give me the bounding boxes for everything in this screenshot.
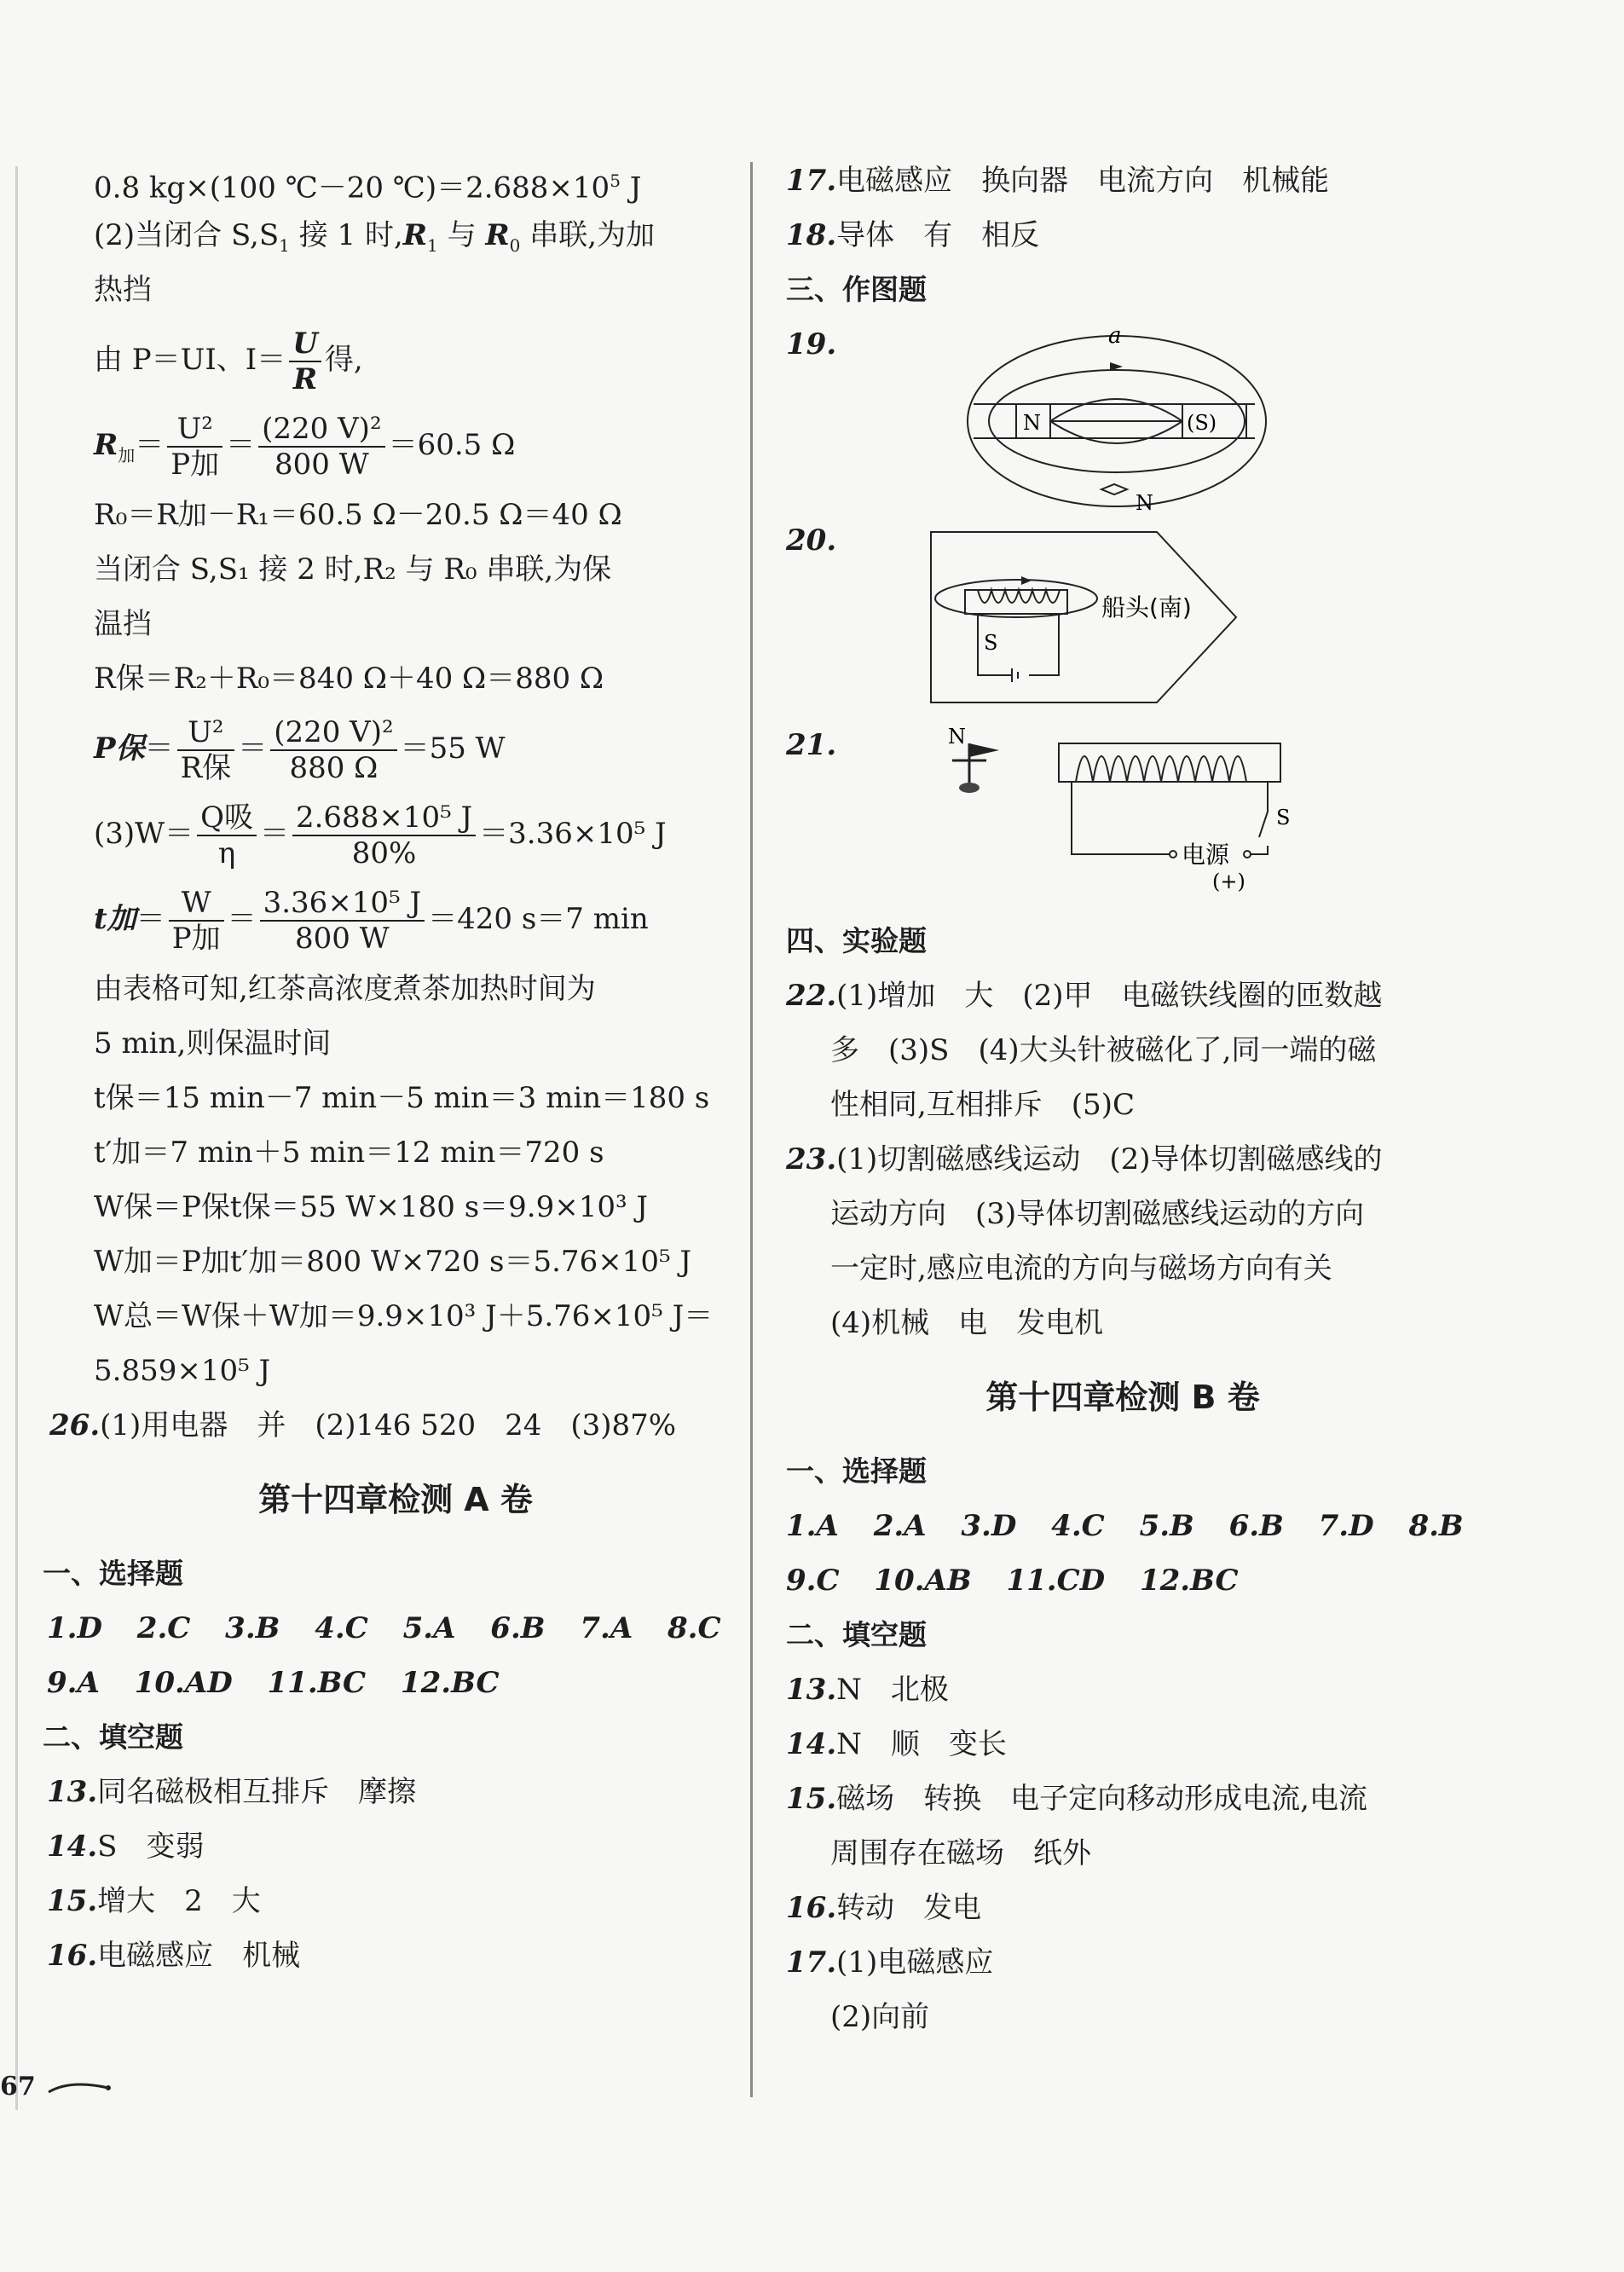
answer-23-cont: 一定时,感应电流的方向与磁场方向有关 [830, 1252, 1332, 1286]
calc-line: 温挡 [94, 607, 152, 641]
calc-line: (2)当闭合 $S,S_1$ 接 1 时$,R_1$ 与 $R_0$ 串联,为加 [94, 218, 656, 256]
label-a: a [1108, 323, 1122, 349]
answer-17: 17.电磁感应 换向器 电流方向 机械能 [786, 164, 1330, 198]
calc-line: 热挡 [94, 273, 152, 307]
label-plus: (+) [1212, 870, 1245, 893]
label-needle-n: N [948, 726, 966, 749]
calc-line: W保＝P保t保＝55 W×180 s＝9.9×10³ J [94, 1190, 649, 1224]
label-s-pole: (S) [1187, 411, 1217, 435]
choice-answer: 6.B [1228, 1509, 1284, 1543]
choice-answer: 6.B [490, 1611, 546, 1645]
page-number: 67 [0, 2072, 113, 2101]
label-bow-south: 船头(南) [1101, 593, 1192, 621]
answer-22: 22.(1)增加 大 (2)甲 电磁铁线圈的匝数越 [786, 979, 1383, 1013]
choice-row-b2 [786, 1553, 1459, 1608]
right-column [786, 153, 1464, 2044]
choice-answer: 10.AB [874, 1564, 972, 1598]
question-number: 19. [786, 327, 837, 361]
choice-answer: 3.D [961, 1509, 1017, 1543]
answer-23-cont: (4)机械 电 发电机 [830, 1306, 1104, 1340]
fill-answer: 16.转动 发电 [786, 1891, 982, 1925]
fill-answer: 16.电磁感应 机械 [47, 1939, 301, 1973]
fill-answer: 13.N 北极 [786, 1673, 949, 1707]
answer-22-cont: 多 (3)S (4)大头针被磁化了,同一端的磁 [830, 1033, 1377, 1067]
label-power: 电源 [1182, 841, 1230, 869]
section-choice-a: 一、选择题 [43, 1557, 183, 1590]
fill-answer-cont: (2)向前 [830, 2000, 930, 2034]
question-number: 20. [786, 523, 837, 558]
choice-answer: 2.A [873, 1509, 927, 1543]
left-column [43, 153, 742, 1983]
calc-line: R₀＝R加－R₁＝60.5 Ω－20.5 Ω＝40 Ω [94, 498, 622, 532]
section-drawing: 三、作图题 [786, 273, 927, 306]
ship-compass-diagram [786, 522, 1459, 726]
choice-answer: 12.BC [400, 1666, 500, 1700]
formula-line: (3)W＝ $\frac{\text{Q吸}}{\eta}$ ＝ $\frac{\text{2.688×10⁵ J}}{80\%}$ ＝3.36×10⁵ J [94, 801, 667, 870]
figure-20 [786, 522, 1459, 726]
choice-answer: 2.C [136, 1611, 191, 1645]
fill-answer: 17.(1)电磁感应 [786, 1945, 994, 1980]
figure-19 [786, 317, 1459, 522]
fill-answer: 14.N 顺 变长 [786, 1727, 1007, 1761]
choice-answer: 12.BC [1139, 1564, 1239, 1598]
fill-answer: 15.增大 2 大 [47, 1884, 261, 1918]
choice-answer: 11.CD [1006, 1564, 1106, 1598]
choice-answer: 8.C [668, 1611, 721, 1645]
choice-answer: 4.C [1051, 1509, 1105, 1543]
answer-18: 18.导体 有 相反 [786, 218, 1040, 252]
answer-23-cont: 运动方向 (3)导体切割磁感线运动的方向 [830, 1197, 1365, 1231]
formula-line: t加＝ $\frac{W}{\text{P加}}$ ＝ $\frac{\text{3.36×10⁵ J}}{800 W}$ ＝420 s＝7 min [94, 886, 649, 956]
left-margin-rule [15, 166, 18, 2110]
choice-answer: 3.B [225, 1611, 280, 1645]
fill-answer: 14.S 变弱 [47, 1830, 205, 1864]
question-number: 21. [786, 728, 837, 762]
calc-line: R保＝R₂＋R₀＝840 Ω＋40 Ω＝880 Ω [94, 662, 604, 696]
formula-line: P保＝ $\frac{\text{U²}}{\text{R保}}$ ＝ $\frac{\text{(220 V)²}}{880 \Omega}$ ＝55 W [94, 715, 506, 785]
figure-21 [786, 726, 1459, 914]
calc-line: 0.8 kg×(100 ℃－20 $℃)=2.688\times 10^5$ J [94, 171, 642, 205]
choice-answer: 9.A [47, 1666, 100, 1700]
calc-line: 5.859×10⁵ J [94, 1354, 271, 1388]
calc-line: 由表格可知,红茶高浓度煮茶加热时间为 [94, 972, 596, 1006]
choice-answer: 10.AD [134, 1666, 233, 1700]
fill-answer: 15.磁场 转换 电子定向移动形成电流,电流 [786, 1782, 1367, 1816]
section-experiment: 四、实验题 [786, 924, 927, 957]
fill-answer-cont: 周围存在磁场 纸外 [830, 1836, 1091, 1870]
label-n-pole: N [1023, 411, 1041, 435]
choice-answer: 8.B [1408, 1509, 1464, 1543]
choice-answer: 9.C [786, 1564, 840, 1598]
calc-line: t保＝15 min－7 min－5 min＝3 min＝180 s [94, 1081, 710, 1115]
calc-line: 当闭合 S,S₁ 接 2 时,R₂ 与 R₀ 串联,为保 [94, 552, 612, 587]
calc-line: 5 min,则保温时间 [94, 1026, 332, 1061]
chapter-a-title: 第十四章检测 A 卷 [258, 1481, 533, 1518]
footer-swoosh-icon [44, 2079, 113, 2096]
choice-row-a1 [47, 1601, 742, 1656]
choice-answer: 7.A [580, 1611, 633, 1645]
calc-line: t′加＝7 min＋5 min＝12 min＝720 s [94, 1136, 604, 1170]
section-choice-b: 一、选择题 [786, 1454, 927, 1488]
answer-26: 26.(1)用电器 并 (2)146 520 24 (3)87% [49, 1408, 677, 1442]
choice-answer: 5.B [1139, 1509, 1194, 1543]
label-switch: S [1276, 806, 1291, 830]
choice-row-b1 [786, 1499, 1464, 1553]
choice-answer: 1.D [47, 1611, 102, 1645]
section-fill-a: 二、填空题 [43, 1720, 183, 1754]
fill-answer: 13.同名磁极相互排斥 摩擦 [47, 1775, 417, 1809]
chapter-b-title: 第十四章检测 B 卷 [985, 1379, 1260, 1416]
column-divider [750, 162, 753, 2097]
choice-answer: 7.D [1318, 1509, 1374, 1543]
calc-line: W加＝P加t′加＝800 W×720 s＝5.76×10⁵ J [94, 1245, 692, 1279]
label-needle-n: N [1136, 491, 1153, 515]
choice-answer: 5.A [402, 1611, 456, 1645]
formula-line: 由 P＝UI、I＝ $\frac{U}{R}$ 得, [94, 327, 363, 396]
answer-23: 23.(1)切割磁感线运动 (2)导体切割磁感线的 [786, 1142, 1383, 1176]
label-switch: S [984, 631, 998, 655]
electromagnet-diagram [786, 726, 1459, 914]
section-fill-b: 二、填空题 [786, 1618, 927, 1651]
calc-line: W总＝W保＋W加＝9.9×10³ J＋5.76×10⁵ J＝ [94, 1299, 714, 1333]
answer-22-cont: 性相同,互相排斥 (5)C [830, 1088, 1135, 1122]
choice-answer: 1.A [786, 1509, 839, 1543]
choice-answer: 11.BC [267, 1666, 367, 1700]
formula-line: $R_加=$ $\frac{\text{U²}}{\text{P加}}$ ＝ $\frac{\text{(220 V)²}}{800 W}$ ＝60.5 Ω [94, 412, 516, 482]
choice-row-a2 [47, 1656, 742, 1710]
magnetic-field-diagram [786, 317, 1459, 522]
choice-answer: 4.C [315, 1611, 368, 1645]
